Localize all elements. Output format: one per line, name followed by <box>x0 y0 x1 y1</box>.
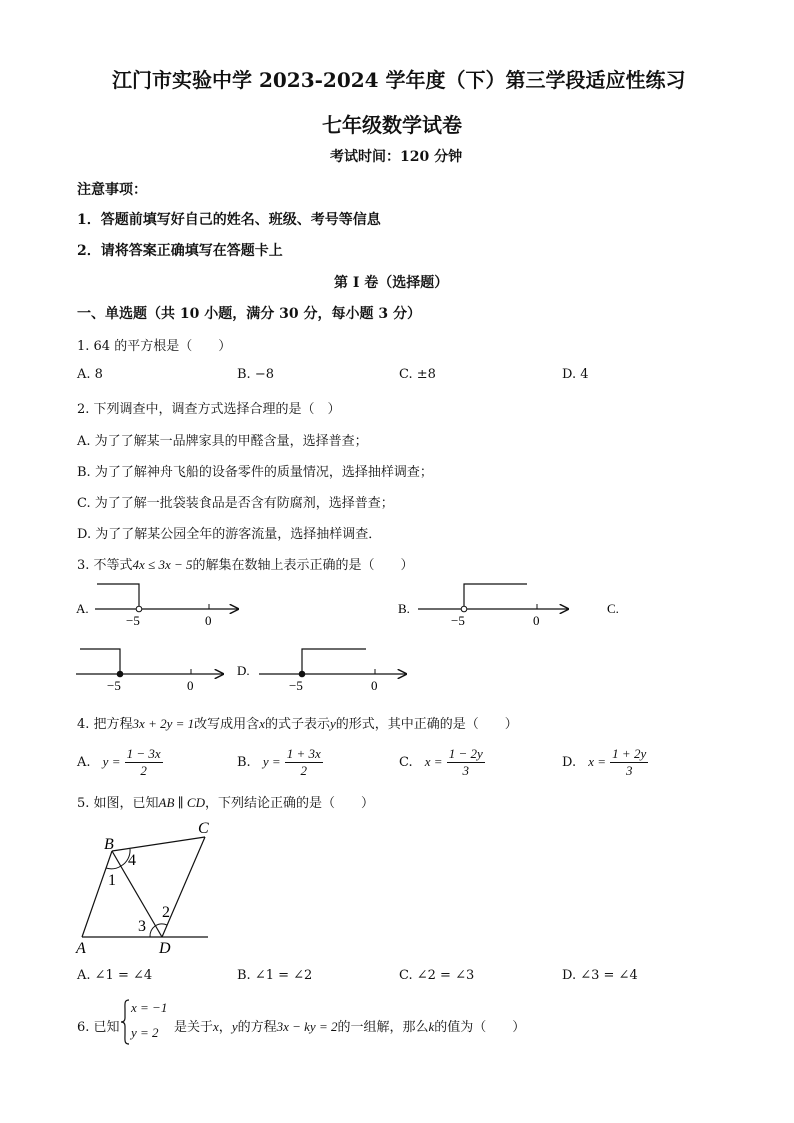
q5-option-b: B. ∠1 = ∠2 <box>237 968 313 983</box>
q4-b-label: B. <box>237 755 251 770</box>
q5-angle-4: 4 <box>128 852 136 869</box>
q4-option-a <box>77 746 163 779</box>
q6-stem-rest <box>174 1016 525 1035</box>
q1-stem: 1. 64 的平方根是（ ） <box>77 339 232 354</box>
q5-angle-3: 3 <box>138 918 146 935</box>
q4-a-numerator: 1 − 3x <box>126 746 161 761</box>
q3-stem-prefix: 3. 不等式 <box>77 558 133 573</box>
notes-heading: 注意事项： <box>77 182 147 198</box>
q6-stem-suffix: 的值为（ ） <box>434 1020 526 1035</box>
q4-stem-prefix: 4. 把方程 <box>77 717 133 732</box>
q4-c-numerator: 1 − 2y <box>448 746 483 761</box>
q1-option-c: C. ±8 <box>399 367 436 382</box>
q2-option-c: C. 为了了解一批袋装食品是否含有防腐剂，选择普查； <box>77 496 394 511</box>
q3-label-a: A. <box>76 601 89 616</box>
q6-stem-mid2: 的方程 <box>237 1020 277 1035</box>
q4-a-lhs: y = <box>102 754 121 769</box>
q6-system-line-2: y = 2 <box>131 1025 159 1040</box>
q6-stem-mid: 是关于 <box>174 1020 214 1035</box>
q4-equation: 3x + 2y = 1 <box>132 716 195 731</box>
q4-stem-mid: 改写成用含 <box>194 717 260 732</box>
q3-label-b: B. <box>398 601 410 616</box>
q4-option-d <box>562 746 648 779</box>
q2-option-b: B. 为了了解神舟飞船的设备零件的质量情况，选择抽样调查； <box>77 465 433 480</box>
q2-option-a: A. 为了了解某一品牌家具的甲醛含量，选择普查； <box>77 434 368 449</box>
q4-option-b <box>237 746 323 779</box>
q4-b-fraction <box>285 746 323 779</box>
q5-stem-prefix: 5. 如图，已知 <box>77 796 159 811</box>
q3-c-tick-0: 0 <box>187 678 194 693</box>
q5-angle-2: 2 <box>162 904 170 921</box>
q4-c-lhs: x = <box>424 754 443 769</box>
q1-option-a: A. 8 <box>77 367 103 382</box>
q5-arc-1 <box>106 866 121 869</box>
q5-stem <box>77 792 374 811</box>
q5-point-d: D <box>159 940 171 957</box>
exam-title: 江门市实验中学 2023-2024 学年度（下）第三学段适应性练习 <box>112 68 686 92</box>
q5-option-a: A. ∠1 = ∠4 <box>77 968 153 983</box>
q4-a-fraction <box>125 746 163 779</box>
q3-a-tick-neg5: −5 <box>126 613 140 628</box>
exam-subtitle: 七年级数学试卷 <box>322 113 462 137</box>
q3-a-tick-0: 0 <box>205 613 212 628</box>
q5-parallel: AB ∥ CD <box>158 795 205 810</box>
q4-stem-suffix: 的形式，其中正确的是（ ） <box>335 717 518 732</box>
q5-arc-3 <box>150 926 155 937</box>
q4-b-numerator: 1 + 3x <box>286 746 321 761</box>
q3-c-tick-neg5: −5 <box>107 678 121 693</box>
q5-line-bc <box>112 837 205 851</box>
q1-option-b: B. −8 <box>237 367 274 382</box>
q4-d-denominator: 3 <box>625 763 633 778</box>
q1-option-d: D. 4 <box>562 367 589 382</box>
q5-line-bd <box>112 851 162 937</box>
q4-b-lhs: y = <box>262 754 281 769</box>
q5-line-ab <box>82 851 112 937</box>
q4-d-label: D. <box>562 755 577 770</box>
q3-b-tick-0: 0 <box>533 613 540 628</box>
notes-item-1: 1．答题前填写好自己的姓名、班级、考号等信息 <box>77 212 381 228</box>
q6-stem-prefix: 6. 已知 <box>77 1020 120 1035</box>
section-heading: 一、单选题（共 10 小题，满分 30 分，每小题 3 分） <box>77 306 421 322</box>
q4-var-y: y <box>329 716 336 731</box>
q4-a-label: A. <box>77 755 91 770</box>
q2-stem: 2. 下列调查中，调查方式选择合理的是（ ） <box>77 402 341 417</box>
q5-line-cd <box>162 837 205 937</box>
q4-d-lhs: x = <box>588 754 607 769</box>
q3-stem <box>77 554 414 573</box>
q4-c-denominator: 3 <box>462 763 469 778</box>
q6-var-y: y <box>231 1019 238 1034</box>
part-title: 第 I 卷（选择题） <box>334 275 449 291</box>
q6-var-k: k <box>428 1019 435 1034</box>
q3-option-a-numberline <box>95 584 238 628</box>
q5-arc-2 <box>155 924 167 926</box>
q6-stem-mid3: 的一组解，那么 <box>337 1020 429 1035</box>
q5-figure <box>70 815 230 960</box>
q3-b-tick-neg5: −5 <box>451 613 465 628</box>
q4-d-numerator: 1 + 2y <box>612 746 647 761</box>
exam-time: 考试时间：120 分钟 <box>330 149 463 165</box>
q5-option-d: D. ∠3 = ∠4 <box>562 968 638 983</box>
q6-equation: 3x − ky = 2 <box>276 1019 338 1034</box>
q5-option-c: C. ∠2 = ∠3 <box>399 968 475 983</box>
q4-d-fraction <box>610 746 648 779</box>
q3-stem-suffix: 的解集在数轴上表示正确的是（ ） <box>192 558 414 573</box>
q4-b-denominator: 2 <box>300 763 308 778</box>
notes-item-2: 2．请将答案正确填写在答题卡上 <box>77 243 283 259</box>
q4-c-fraction <box>447 746 485 779</box>
q3-d-tick-0: 0 <box>371 678 378 693</box>
q5-point-c: C <box>198 820 209 837</box>
q3-number-lines <box>0 575 794 695</box>
q2-option-d: D. 为了了解某公园全年的游客流量，选择抽样调查． <box>77 527 382 542</box>
q4-var-x: x <box>259 716 265 731</box>
q3-inequality: 4x ≤ 3x − 5 <box>132 557 193 572</box>
q4-c-label: C. <box>399 755 413 770</box>
q3-label-c: C. <box>607 601 619 616</box>
q6-brace <box>119 998 131 1046</box>
q4-option-c <box>399 746 485 779</box>
q5-point-b: B <box>104 836 114 853</box>
q3-label-d: D. <box>237 663 250 678</box>
q5-point-a: A <box>76 940 86 957</box>
q3-option-d-numberline <box>259 649 406 693</box>
q5-angle-1: 1 <box>108 872 116 889</box>
q4-stem <box>77 713 518 732</box>
q6-var-x: x <box>213 1019 219 1034</box>
q4-stem-mid2: 的式子表示 <box>264 717 330 732</box>
q6-comma: ， <box>218 1020 232 1035</box>
q5-stem-suffix: ，下列结论正确的是（ ） <box>205 796 375 811</box>
q4-a-denominator: 2 <box>140 763 147 778</box>
q6-system-line-1: x = −1 <box>131 1000 168 1015</box>
q3-option-c-numberline <box>76 649 223 693</box>
q3-d-tick-neg5: −5 <box>289 678 303 693</box>
q3-option-b-numberline <box>418 584 568 628</box>
